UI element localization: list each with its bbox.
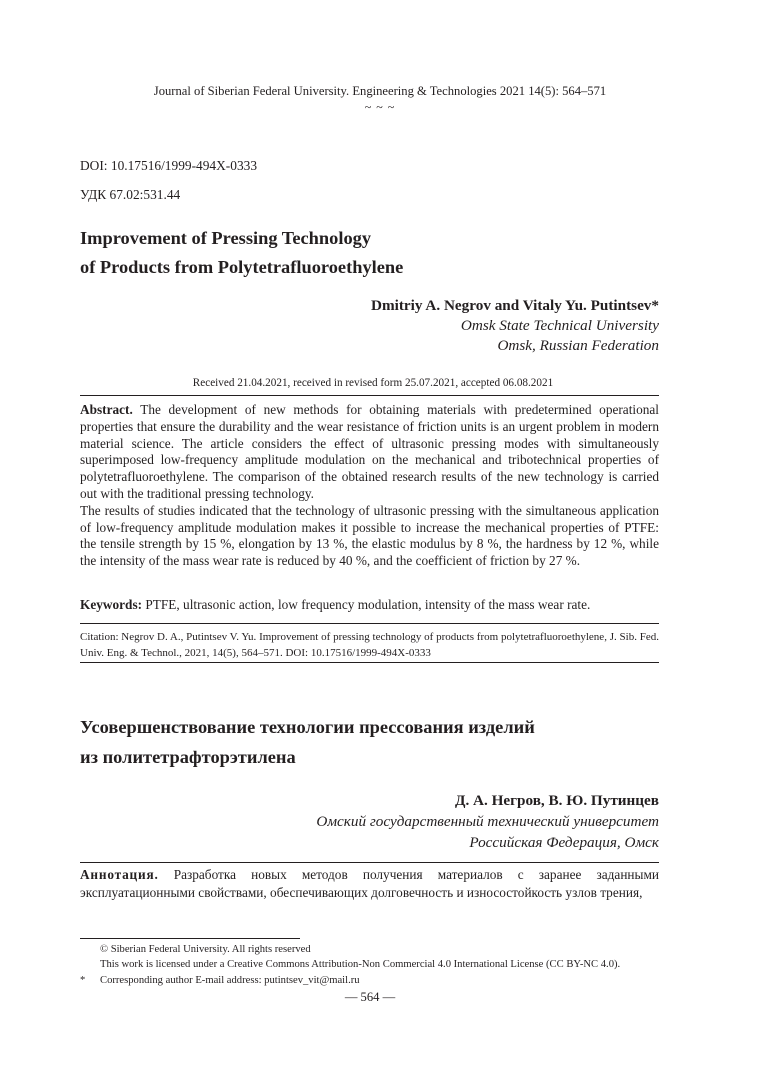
page-number: — 564 — [344, 990, 396, 1004]
doi-line: DOI: 10.17516/1999-494X-0333 [80, 158, 258, 173]
keywords-text: PTFE, ultrasonic action, low frequency modulation, intensity of the mass wear rate. [145, 597, 591, 612]
header-ornament: ~ ~ ~ [364, 100, 396, 114]
divider-citation-bottom [80, 662, 659, 663]
footnote-email: Corresponding author E-mail address: putintsev_vit@mail.ru [100, 974, 360, 986]
ru-authors-block [316, 790, 659, 853]
citation: Citation: Negrov D. A., Putintsev V. Yu. Improvement of pressing technology of products from polytetrafluoroethylene, J. Sib. Fed. Univ. Eng. & Technol., 2021, 14(5), 564–571. DOI: 10.17516/1999-494X-0333 [80, 631, 659, 659]
keywords [80, 597, 659, 614]
authors-block [371, 296, 659, 356]
journal-header: Journal of Siberian Federal University. Engineering & Technologies 2021 14(5): 564–571 [153, 84, 607, 98]
footnotes [80, 942, 620, 988]
footnote-corresponding [80, 973, 620, 988]
ru-location: Российская Федерация, Омск [469, 834, 659, 851]
abstract-para-2: The results of studies indicated that the technology of ultrasonic pressing with the simultaneous application of low-frequency amplitude modulation makes it possible to increase the mechanical properties of PTFE: the tensile strength by 15 %, elongation by 13 %, the elastic modulus by 8 %, the hardness by 12 %, while the intensity of the mass wear rate is reduced by 40 %, and the coefficient of friction by 27 %. [80, 502, 659, 569]
footnote-copyright: © Siberian Federal University. All rights reserved [100, 944, 311, 955]
author-location: Omsk, Russian Federation [497, 337, 659, 354]
udk-line: УДК 67.02:531.44 [80, 187, 181, 202]
author-names: Dmitriy A. Negrov and Vitaly Yu. Putintsev* [370, 297, 659, 314]
divider-citation-top [80, 623, 659, 624]
keywords-label: Keywords: [80, 597, 143, 612]
abstract-text-1: The development of new methods for obtaining materials with predetermined operational properties that ensure the durability and the wear resistance of friction units is an urgent problem in modern material science. The article considers the effect of ultrasonic pressing modes with simultaneously superimposed low-frequency amplitude modulation on the mechanical and tribotechnical properties of polytetrafluoroethylene. The comparison of the obtained research results of the new technology is carried out with the traditional pressing technology. [80, 402, 659, 501]
abstract-para-1 [80, 402, 659, 503]
ru-abstract [80, 866, 659, 902]
footnote-star: * [80, 974, 86, 986]
divider-ru [80, 862, 659, 863]
title-line-2: of Products from Polytetrafluoroethylene [80, 257, 404, 277]
abstract-label: Abstract. [80, 402, 133, 417]
ru-title [80, 712, 535, 772]
abstract [80, 402, 659, 570]
title-line-1: Improvement of Pressing Technology [80, 228, 372, 248]
ru-abstract-label: Аннотация. [80, 867, 159, 882]
ru-affiliation: Омский государственный технический университет [316, 813, 659, 830]
ru-author-names: Д. А. Негров, В. Ю. Путинцев [455, 792, 659, 809]
ru-title-line-2: из политетрафторэтилена [80, 747, 296, 767]
footnote-divider [80, 938, 300, 939]
ru-title-line-1: Усовершенствование технологии прессования изделий [80, 717, 535, 737]
ru-abstract-text: Разработка новых методов получения материалов с заранее заданными эксплуатационными свойствами, обеспечивающих долговечность и износостойкость узлов трения, [80, 867, 660, 900]
article-title [80, 224, 403, 282]
received-dates: Received 21.04.2021, received in revised form 25.07.2021, accepted 06.08.2021 [192, 377, 554, 389]
footnote-license: This work is licensed under a Creative Commons Attribution-Non Commercial 4.0 International License (CC BY-NC 4.0). [100, 959, 621, 971]
author-affiliation: Omsk State Technical University [460, 317, 659, 334]
divider-top [80, 395, 659, 396]
